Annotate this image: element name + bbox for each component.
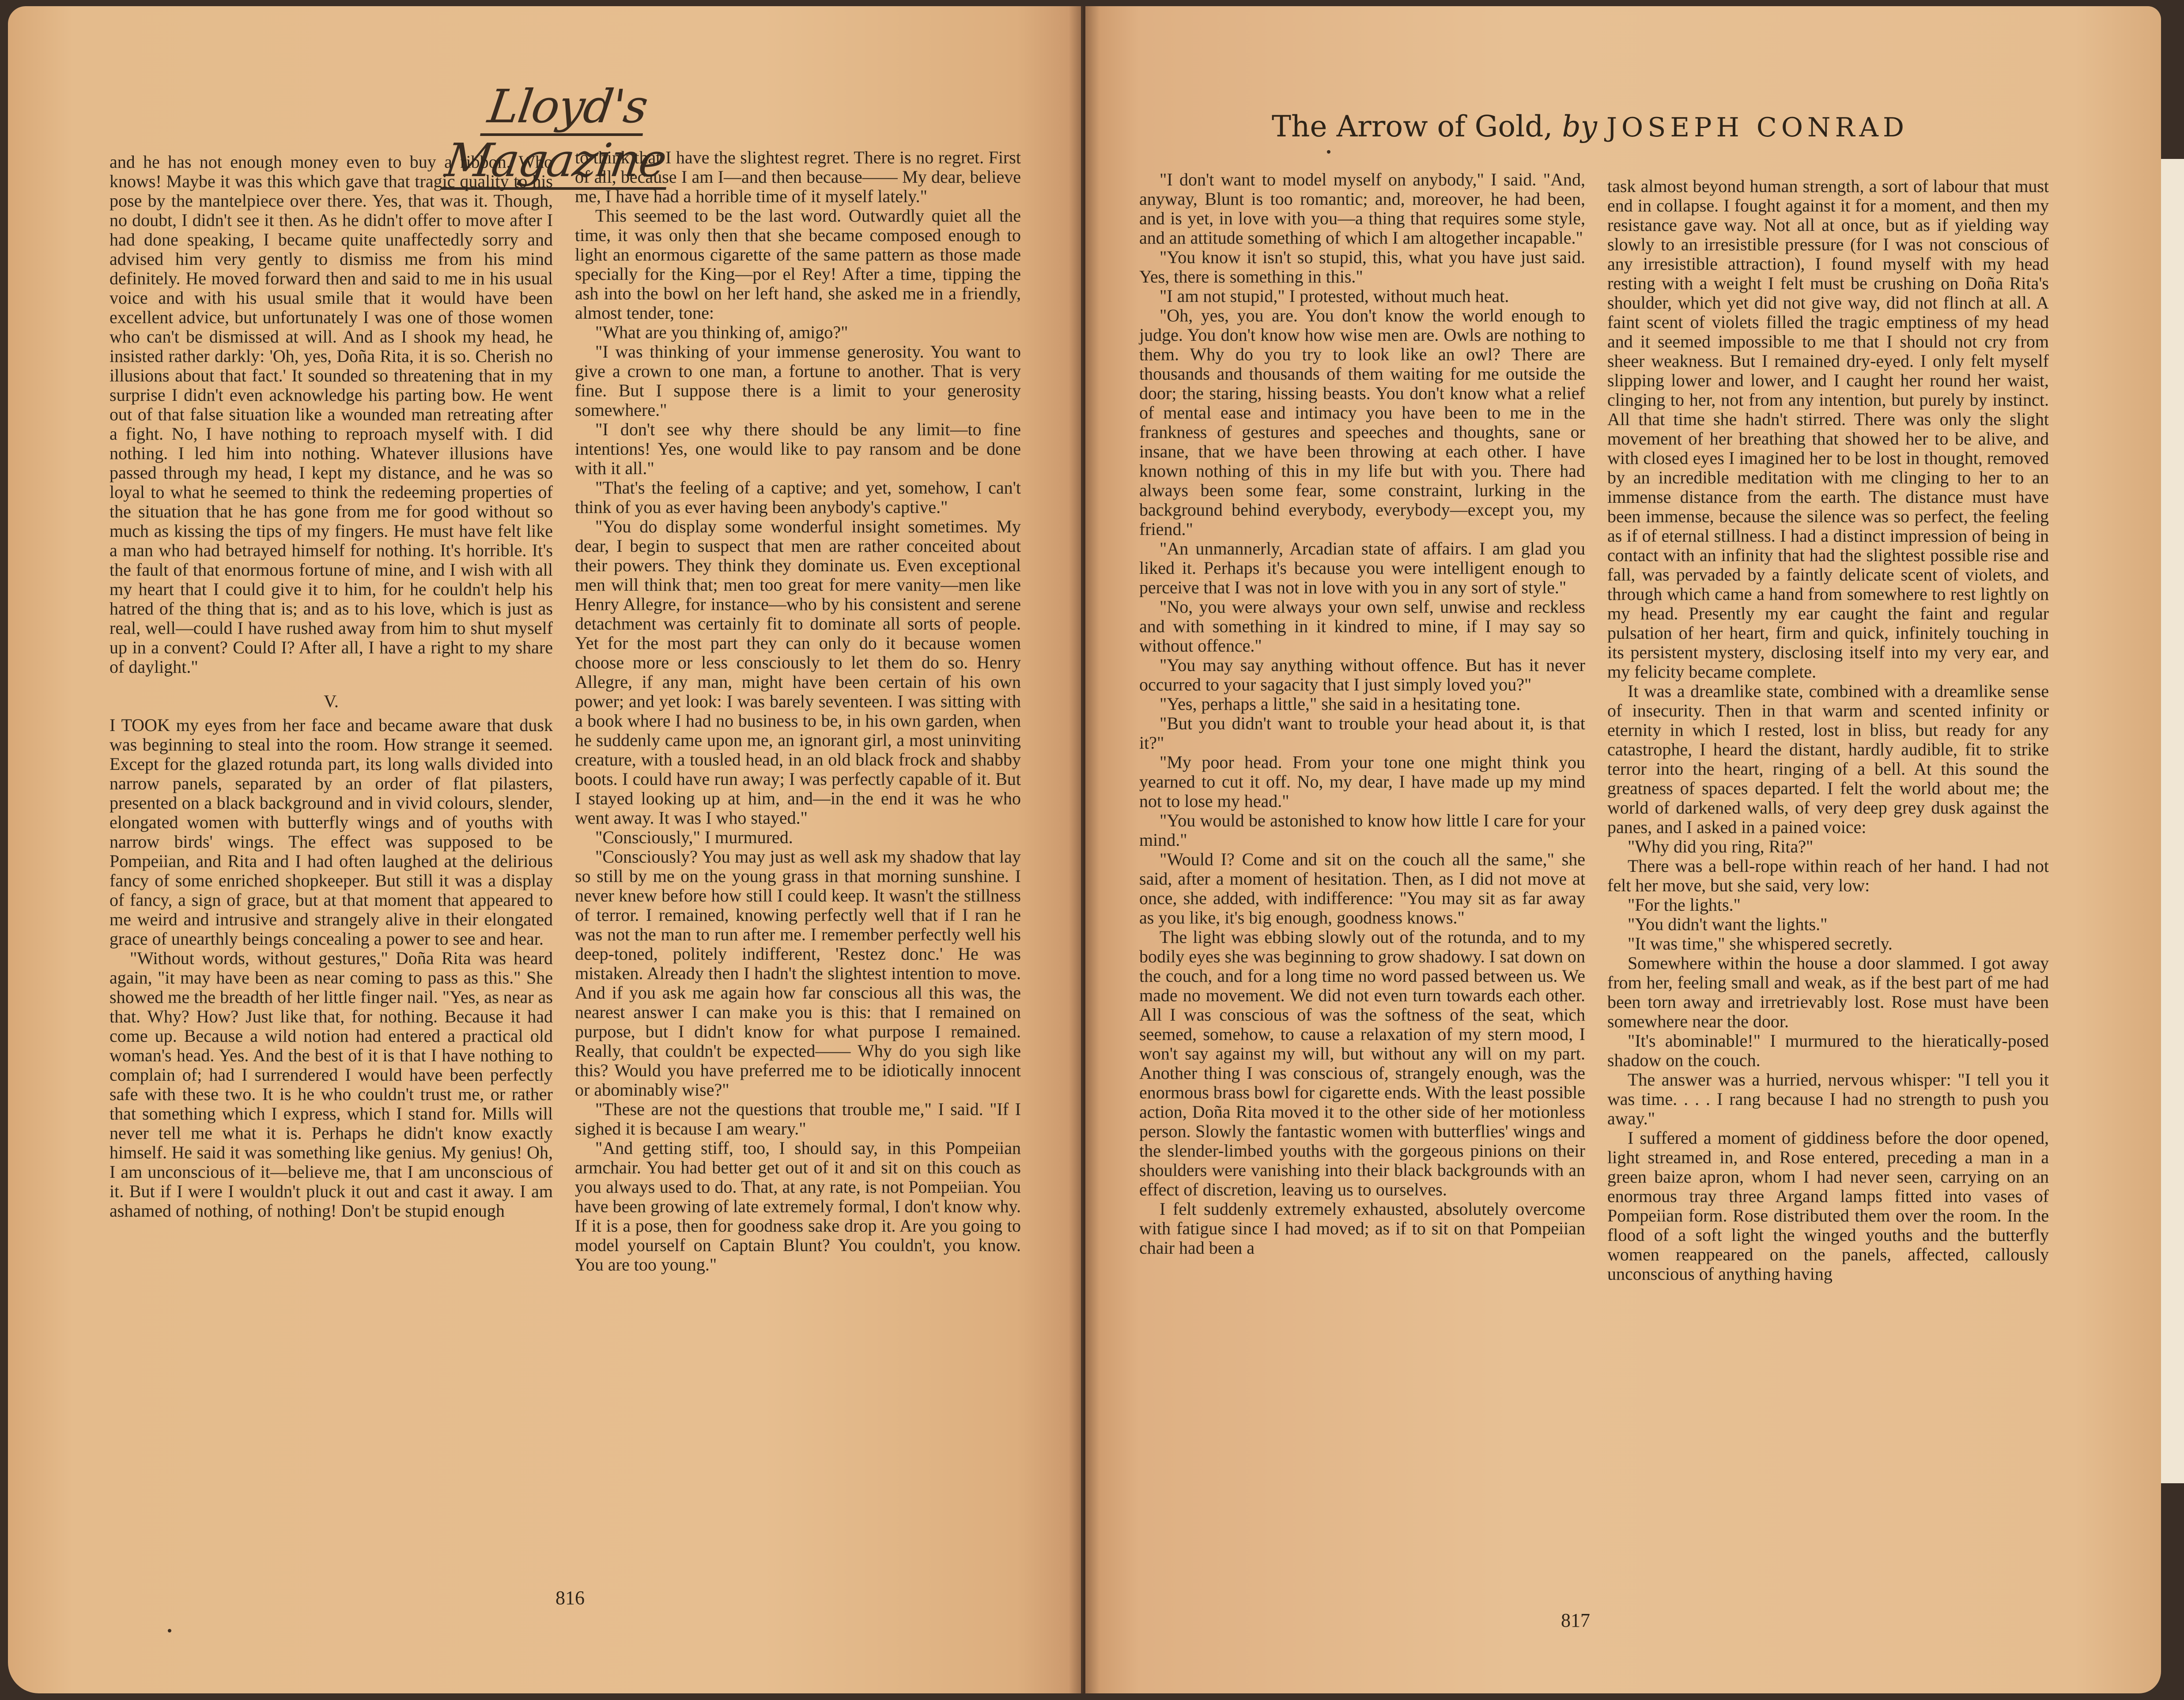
paper-speck (1327, 150, 1330, 154)
paragraph: task almost beyond human strength, a sort of labour that must end in collapse. I fought against it for a moment, and then my resistance gave way. Not all at once, but as if yielding way slowly to an irresistible pressure (for I was not conscious of any irresistible attraction), I found myself with my head resting with a weight I felt must be crushing on Doña Rita's shoulder, which yet did not give way, did not flinch at all. A faint scent of violets filled the tragic emptiness of my head and it seemed impossible to me that I should not cry from sheer weakness. But I remained dry-eyed. I only felt myself slipping lower and lower, and I caught her round her waist, clinging to her, not from any intention, but purely by instinct. All that time she hadn't stirred. There was only the slight movement of her breathing that showed her to be alive, and with closed eyes I imagined her to be lost in thought, removed by an incredible meditation with me clinging to her to an immense distance from the earth. The distance must have been immense, because the silence was so perfect, the feeling as if of eternal stillness. I had a distinct impression of being in contact with an infinity that had the slightest possible rise and fall, was pervaded by a faintly delicate scent of violets, and through which came a hand from somewhere to rest lightly on my head. Presently my ear caught the faint and regular pulsation of her heart, firm and quick, infinitely touching in its persistent mystery, disclosing itself into my very ear, and my felicity became complete. (1607, 176, 2049, 682)
paragraph: "What are you thinking of, amigo?" (595, 322, 848, 342)
paragraph: "Consciously? You may just as well ask my shadow that lay so still by me on the young grass in that morning sunshine. I never knew before how still I could keep. It wasn't the stillness of terror. I remained, knowing perfectly well that if I ran he was not the man to run after me. I remember perfectly well his deep-toned, politely indifferent, 'Restez donc.' He was mistaken. Already then I hadn't the slightest intention to move. And if you ask me again how far conscious all this was, the nearest answer I can make you is this: that I remained on purpose, but I didn't know for what purpose I remained. Really, that couldn't be expected—— Why do you sigh like this? Would you have preferred me to be idiotically innocent or abominably wise?" (575, 847, 1021, 1100)
story-title: The Arrow of Gold, (1272, 109, 1553, 143)
paragraph: "I am not stupid," I protested, without much heat. (1160, 286, 1509, 306)
paragraph: "No, you were always your own self, unwise and reckless and with something in it kindred to mine, if I may say so without offence." (1139, 597, 1585, 656)
magazine-masthead: Lloyd's Magazine (429, 79, 702, 137)
paragraph: I felt suddenly extremely exhausted, absolutely overcome with fatigue since I had moved; as if to sit on that Pompeiian chair had been a (1139, 1199, 1585, 1258)
column-3 (1139, 170, 1585, 1600)
paragraph: "Why did you ring, Rita?" (1628, 837, 1814, 856)
paragraph: "That's the feeling of a captive; and yet, somehow, I can't think of you as ever having been anybody's captive." (575, 478, 1021, 517)
paragraph: "But you didn't want to trouble your head about it, is that it?" (1139, 713, 1585, 753)
paragraph: "Without words, without gestures," Doña Rita was heard again, "it may have been as near coming to pass as this." She showed me the breadth of her little finger nail. "Yes, as near as that. Why? How? Just like that, for nothing. Because it had come up. Because a wild notion had entered a practical old woman's head. Yes. And the best of it is that I have nothing to complain of; had I surrendered I would have been perfectly safe with these two. It is he who couldn't trust me, or rather that something which I express, which I stand for. Mills will never tell me what it is. Perhaps he didn't know exactly himself. He said it was something like genius. My genius! Oh, I am unconscious of it—believe me, that I am unconscious of it. But if I were I wouldn't pluck it out and cast it away. I am ashamed of nothing, of nothing! Don't be stupid enough (110, 948, 553, 1221)
paragraph: "You may say anything without offence. But has it never occurred to your sagacity that I just simply loved you?" (1139, 655, 1585, 694)
paragraph: "Oh, yes, you are. You don't know the world enough to judge. You don't know how wise men are. Owls are nothing to them. Why do you try to look like an owl? There are thousands and thousands of them waiting for me outside the door; the staring, hissing beasts. You don't know what a relief of mental ease and intimacy you have been to me in the frankness of gestures and speeches and thoughts, sane or insane, that we have been throwing at each other. I have known nothing of this in my life but with you. There had always been some fear, some constraint, lurking in the background behind everybody, everybody—except you, my friend." (1139, 305, 1585, 539)
paper-speck (168, 1629, 171, 1632)
paragraph: "My poor head. From your tone one might think you yearned to cut it off. No, my dear, I have made up my mind not to lose my head." (1139, 752, 1585, 811)
column-1 (110, 152, 553, 1585)
page-number-left: 816 (555, 1587, 585, 1609)
paragraph: The light was ebbing slowly out of the rotunda, and to my bodily eyes she was beginning to grow shadowy. I sat down on the couch, and for a long time no word passed between us. We made no movement. We did not even turn towards each other. All I was conscious of was the softness of the seat, which seemed, somehow, to cause a relaxation of my stern mood, I won't say against my will, but without any will on my part. Another thing I was conscious of, strangely enough, was the enormous brass bowl for cigarette ends. With the least possible action, Doña Rita moved it to the other side of her motionless person. Slowly the fantastic women with butterflies' wings and the slender-limbed youths with the gorgeous pinions on their shoulders were vanishing into their black backgrounds with an effect of discretion, leaving us to ourselves. (1139, 927, 1585, 1199)
paragraph: Somewhere within the house a door slammed. I got away from her, feeling small and weak, as if the best part of me had been torn away and irretrievably lost. Rose must have been somewhere near the door. (1607, 953, 2049, 1031)
paragraph: "It was time," she whispered secretly. (1628, 934, 1893, 954)
paragraph: "Would I? Come and sit on the couch all the same," she said, after a moment of hesitation. Then, as I did not move at once, she added, with indifference: "You may sit as far away as you like, it's big enough, goodness knows." (1139, 849, 1585, 927)
paragraph: "You do display some wonderful insight sometimes. My dear, I begin to suspect that men are rather conceited about their powers. They think they dominate us. Even exceptional men will think that; men too great for mere vanity—men like Henry Allegre, for instance—who by his consistent and serene detachment was certainly fit to dominate all sorts of people. Yet for the most part they can only do it because women choose more or less consciously to let them do so. Henry Allegre, if any man, might have been certain of his own power; and yet look: I was barely seventeen. I was sitting with a book where I had no business to be, in his own garden, when he suddenly came upon me, an ignorant girl, a most uninviting creature, with a tousled head, in an old black frock and shabby boots. I could have run away; I was perfectly capable of it. But I stayed looking up at him, and—in the end it was he who went away. It was I who stayed." (575, 516, 1021, 828)
page-edge (2161, 159, 2184, 1483)
paragraph: "Consciously," I murmured. (595, 827, 793, 847)
paragraph: to think that I have the slightest regret. There is no regret. First of all, because I am I—and then because—— My dear, believe me, I have had a horrible time of it myself lately." (575, 147, 1021, 206)
paragraph: This seemed to be the last word. Outwardly quiet all the time, it was only then that she became composed enough to light an enormous cigarette of the same pattern as those made specially for the King—por el Rey! After a time, tipping the ash into the bowl on her left hand, she asked me in a friendly, almost tender, tone: (575, 206, 1021, 323)
paragraph: "You know it isn't so stupid, this, what you have just said. Yes, there is something in this." (1139, 247, 1585, 286)
paragraph: "I was thinking of your immense generosity. You want to give a crown to one man, a fortune to another. That is very fine. But I suppose there is a limit to your generosity somewhere." (575, 342, 1021, 420)
paragraph: "It's abominable!" I murmured to the hieratically-posed shadow on the couch. (1607, 1031, 2049, 1070)
column-4 (1607, 177, 2049, 1602)
paragraph: and he has not enough money even to buy a ribbon. Who knows! Maybe it was this which gave that tragic quality to his pose by the mantelpiece over there. Yes, that was it. Though, no doubt, I didn't see it then. As he didn't offer to move after I had done speaking, I became quite unaffectedly sorry and advised him very gently to dismiss me from his mind definitely. He moved forward then and said to me in his usual voice and with his usual smile that it would have been excellent advice, but unfortunately I was one of those women who can't be dismissed at will. And as I shook my head, he insisted rather darkly: 'Oh, yes, Doña Rita, it is so. Cherish no illusions about that fact.' It sounded so threatening that in my surprise I didn't even acknowledge his parting bow. He went out of that false situation like a wounded man retreating after a fight. No, I have nothing to reproach myself with. I did nothing. I led him into nothing. Whatever illusions have passed through my head, I kept my distance, and he was so loyal to what he seemed to think the redeeming properties of the situation that he has gone from me for good without so much as kissing the tips of my fingers. He must have felt like a man who had betrayed himself for nothing. It's horrible. It's the fault of that enormous fortune of mine, and I wish with all my heart that I could give it to him, for he couldn't help his hatred of the thing that is; and as to his love, which is just as real, well—could I have rushed away from him to shut myself up in a convent? Could I? After all, I have a right to my share of daylight." (110, 152, 553, 677)
paragraph: "You didn't want the lights." (1628, 914, 1828, 934)
paragraph: "These are not the questions that trouble me," I said. "If I sighed it is because I am weary." (575, 1099, 1021, 1138)
section-numeral: V. (324, 691, 339, 711)
paragraph: The answer was a hurried, nervous whisper: "I tell you it was time. . . . I rang because I had no strength to push you away." (1607, 1070, 2049, 1128)
paragraph: There was a bell-rope within reach of her hand. I had not felt her move, but she said, very low: (1607, 856, 2049, 895)
paragraph: I suffered a moment of giddiness before the door opened, light streamed in, and Rose entered, preceding a man in a green baize apron, whom I had never seen, carrying on an enormous tray three Argand lamps fitted into vases of Pompeiian form. Rose distributed them over the room. In the flood of a soft light the winged youths and the butterfly women reappeared on the panels, affected, callously unconscious of anything having (1607, 1128, 2049, 1284)
paragraph: "An unmannerly, Arcadian state of affairs. I am glad you liked it. Perhaps it's because you were intelligent enough to perceive that I was not in love with you in any sort of style." (1139, 539, 1585, 597)
paragraph: "Yes, perhaps a little," she said in a hesitating tone. (1160, 694, 1521, 714)
paragraph: "For the lights." (1628, 895, 1741, 915)
book-gutter (1069, 6, 1100, 1693)
paragraph: "And getting stiff, too, I should say, in this Pompeiian armchair. You had better get out of it and sit on this couch as you always used to do. That, at any rate, is not Pompeiian. You have been growing of late extremely formal, I don't know why. If it is a pose, then for goodness sake drop it. Are you going to model yourself on Captain Blunt? You couldn't, you know. You are too young." (575, 1138, 1021, 1274)
paragraph: "You would be astonished to know how little I care for your mind." (1139, 810, 1585, 850)
paragraph: It was a dreamlike state, combined with a dreamlike sense of insecurity. Then in that warm and scented infinity or eternity in which I rested, lost in bliss, but ready for any catastrophe, I heard the distant, hardly audible, fit to strike terror into the heart, ringing of a bell. At this sound the greatness of spaces departed. I felt the world about me; the world of darkened walls, of very deep grey dusk against the panes, and I asked in a pained voice: (1607, 681, 2049, 837)
author-name: JOSEPH CONRAD (1606, 112, 1909, 143)
paragraph: "I don't want to model myself on anybody," I said. "And, anyway, Blunt is too romantic; and, moreover, he had been, and is yet, in love with you—a thing that requires some style, and an attitude something of which I am altogether incapable." (1139, 170, 1585, 248)
paragraph: I TOOK my eyes from her face and became aware that dusk was beginning to steal into the room. How strange it seemed. Except for the glazed rotunda part, its long walls divided into narrow panels, separated by an order of flat pilasters, presented on a black background and in vivid colours, slender, elongated women with butterfly wings and of youths with narrow birds' wings. The effect was supposed to be Pompeiian, and Rita and I had often laughed at the delirious fancy of some enriched shopkeeper. But still it was a display of fancy, a sign of grace, but at that moment that appeared to me weird and intrusive and strangely alive in their elongated grace of unearthly beings concealing a power to see and hear. (110, 715, 553, 949)
running-head (1272, 109, 1925, 149)
byline-by: by (1562, 109, 1598, 143)
paragraph: "I don't see why there should be any limit—to fine intentions! Yes, one would like to pay ransom and be done with it all." (575, 419, 1021, 478)
page-number-right: 817 (1561, 1610, 1590, 1631)
column-2 (575, 148, 1021, 1585)
